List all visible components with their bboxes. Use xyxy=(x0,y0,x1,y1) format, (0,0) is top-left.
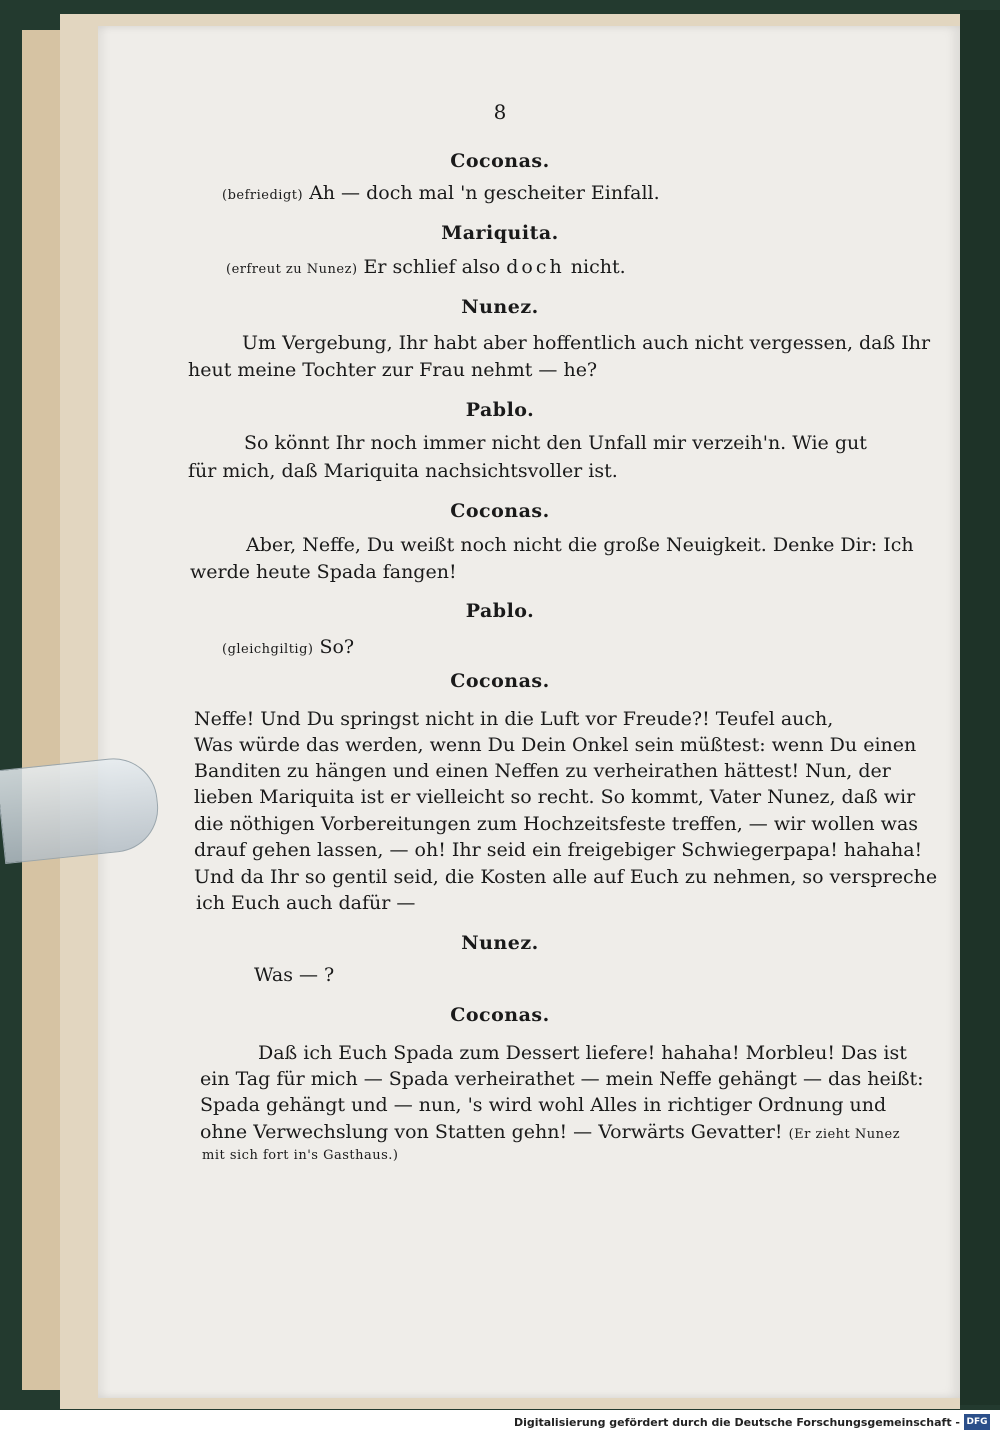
speaker-heading: Coconas. xyxy=(450,150,550,172)
text-line xyxy=(226,256,626,278)
text-line: So könnt Ihr noch immer nicht den Unfall mir verzeih'n. Wie gut xyxy=(244,432,867,454)
text-line: Neffe! Und Du springst nicht in die Luft vor Freude?! Teufel auch, xyxy=(194,708,834,730)
speaker-heading: Coconas. xyxy=(450,670,550,692)
text-line: drauf gehen lassen, — oh! Ihr seid ein freigebiger Schwiegerpapa! hahaha! xyxy=(194,839,923,861)
text-line: Daß ich Euch Spada zum Dessert liefere! hahaha! Morbleu! Das ist xyxy=(258,1042,907,1064)
dfg-logo: DFG xyxy=(964,1414,990,1430)
speaker-heading: Coconas. xyxy=(450,1004,550,1026)
stage-direction: (Er zieht Nunez xyxy=(788,1127,901,1142)
stage-direction: (gleichgiltig) xyxy=(222,642,314,657)
text-line: heut meine Tochter zur Frau nehmt — he? xyxy=(188,359,598,381)
text-line: Aber, Neffe, Du weißt noch nicht die große Neuigkeit. Denke Dir: Ich xyxy=(246,534,914,556)
page-number: 8 xyxy=(493,100,507,124)
text-line: Was würde das werden, wenn Du Dein Onkel sein müßtest: wenn Du einen xyxy=(194,734,917,756)
text-line xyxy=(200,1121,906,1143)
speaker-heading: Pablo. xyxy=(465,600,535,622)
text-line: Und da Ihr so gentil seid, die Kosten alle auf Euch zu nehmen, so verspreche xyxy=(194,866,938,888)
text-line xyxy=(222,636,354,658)
dialogue-text: Er schlief also xyxy=(363,256,507,278)
stage-direction: (befriedigt) xyxy=(222,188,304,203)
dialogue-text: ohne Verwechslung von Statten gehn! — Vorwärts Gevatter! xyxy=(200,1121,783,1143)
dialogue-text: So? xyxy=(319,636,355,658)
speaker-heading: Mariquita. xyxy=(441,222,559,244)
dialogue-text: nicht. xyxy=(564,256,626,278)
speaker-heading: Pablo. xyxy=(465,399,535,421)
speaker-heading: Nunez. xyxy=(461,932,539,954)
text-line xyxy=(222,182,660,204)
text-line: werde heute Spada fangen! xyxy=(190,561,457,583)
speaker-heading: Coconas. xyxy=(450,500,550,522)
text-line: die nöthigen Vorbereitungen zum Hochzeitsfeste treffen, — wir wollen was xyxy=(194,813,919,835)
text-line: ein Tag für mich — Spada verheirathet — mein Neffe gehängt — das heißt: xyxy=(200,1068,924,1090)
footer-credit: Digitalisierung gefördert durch die Deutsche Forschungsgemeinschaft - xyxy=(513,1416,960,1429)
text-line: Um Vergebung, Ihr habt aber hoffentlich auch nicht vergessen, daß Ihr xyxy=(242,332,931,354)
dialogue-text: Ah — doch mal 'n gescheiter Einfall. xyxy=(309,182,660,204)
text-line: Spada gehängt und — nun, 's wird wohl Alles in richtiger Ordnung und xyxy=(200,1094,887,1116)
stage-direction: mit sich fort in's Gasthaus.) xyxy=(202,1148,399,1163)
text-line: Banditen zu hängen und einen Neffen zu verheirathen hättest! Nun, der xyxy=(194,760,891,782)
speaker-heading: Nunez. xyxy=(461,296,539,318)
text-line: für mich, daß Mariquita nachsichtsvoller ist. xyxy=(188,460,618,482)
scan-border-right xyxy=(960,10,1000,1405)
emphasis-text: doch xyxy=(506,256,565,278)
text-line: Was — ? xyxy=(254,964,335,986)
text-line: ich Euch auch dafür — xyxy=(196,892,416,914)
text-line: lieben Mariquita ist er vielleicht so recht. So kommt, Vater Nunez, daß wir xyxy=(194,786,916,808)
stage-direction: (erfreut zu Nunez) xyxy=(226,262,358,277)
